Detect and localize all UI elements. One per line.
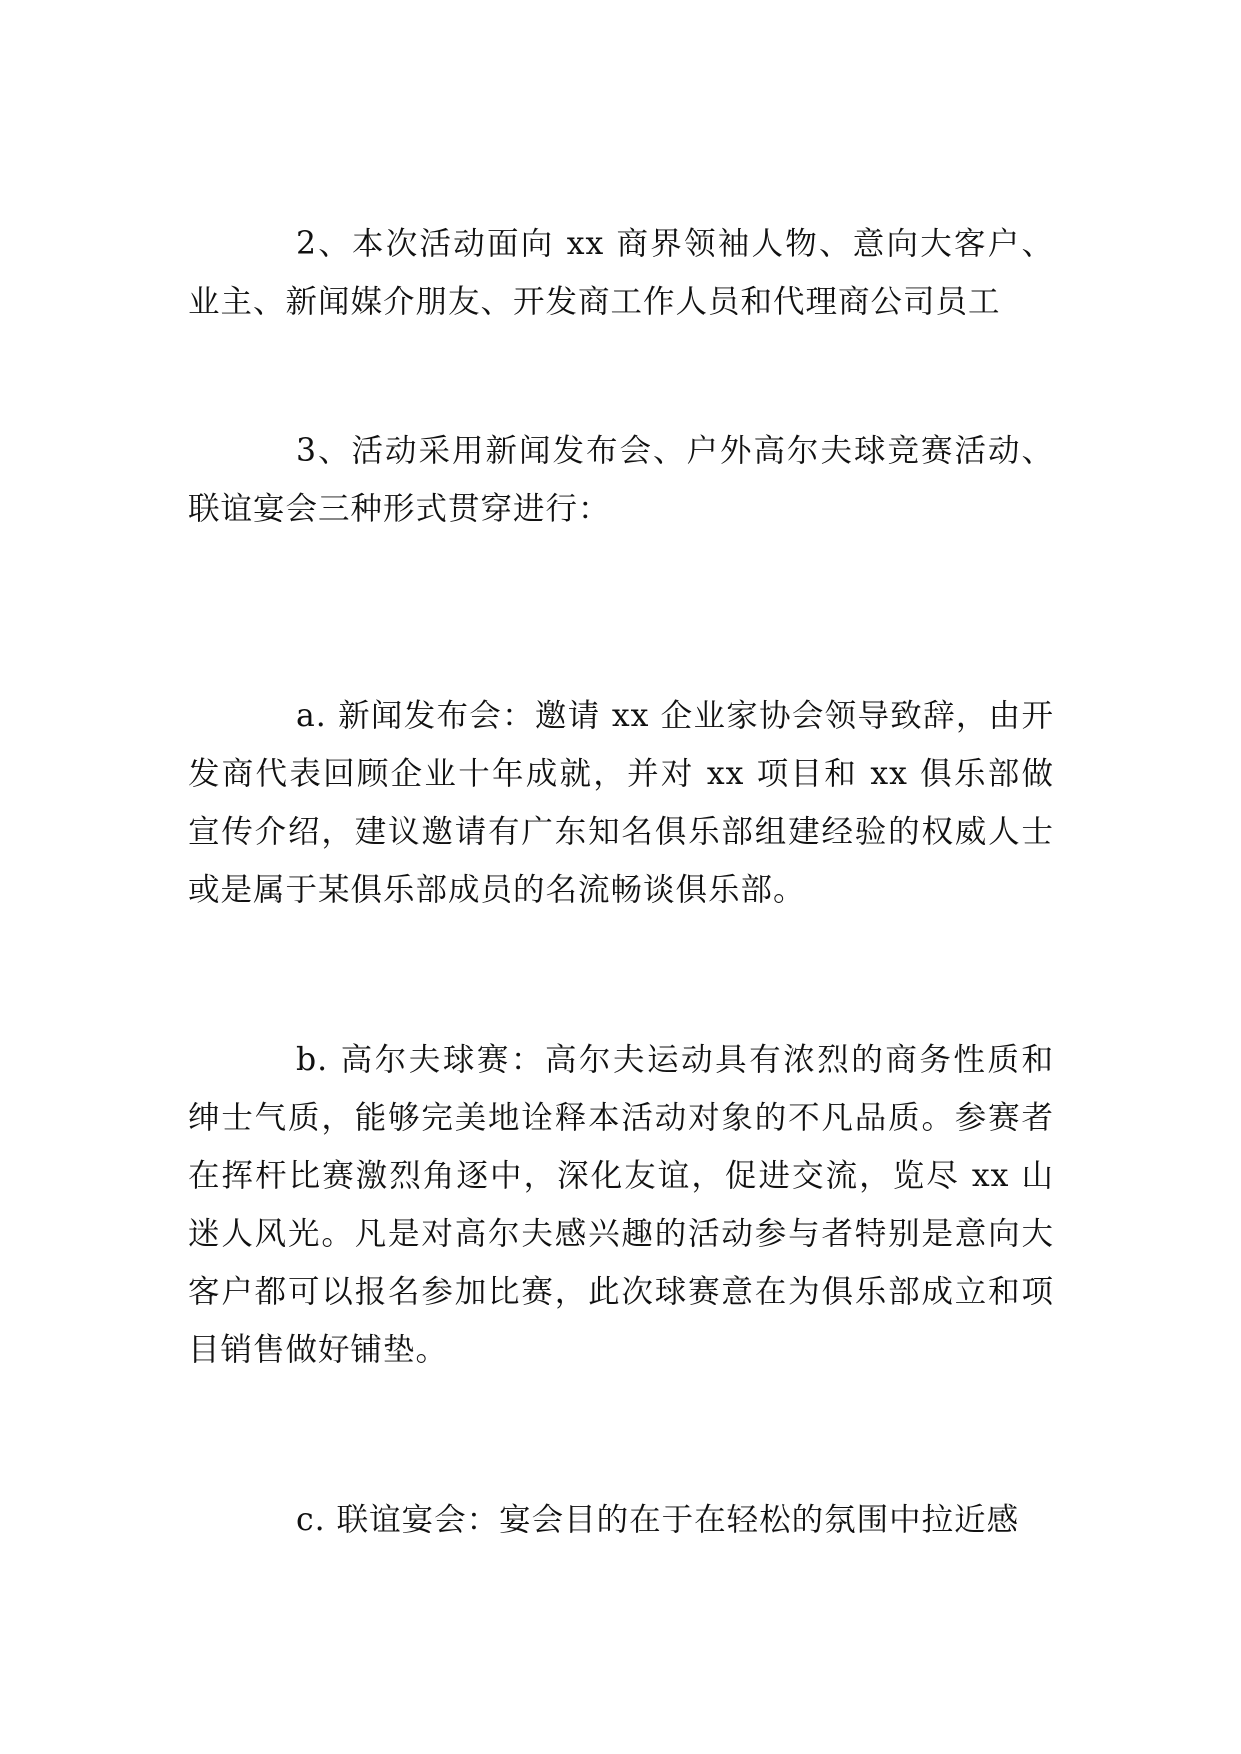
paragraph-press-conference: a. 新闻发布会：邀请 xx 企业家协会领导致辞，由开发商代表回顾企业十年成就，并对 xx 项目和 xx 俱乐部做宣传介绍，建议邀请有广东知名俱乐部组建经验的权威人士或是属于某俱乐部成员的名流畅谈俱乐部。 <box>188 698 1054 908</box>
paragraph-banquet: c. 联谊宴会：宴会目的在于在轻松的氛围中拉近感 <box>296 1502 1020 1538</box>
paragraph-golf-tournament: b. 高尔夫球赛：高尔夫运动具有浓烈的商务性质和绅士气质，能够完美地诠释本活动对象的不凡品质。参赛者在挥杆比赛激烈角逐中，深化友谊，促进交流，览尽 xx 山迷人风光。凡是对高尔夫感兴趣的活动参与者特别是意向大客户都可以报名参加比赛，此次球赛意在为俱乐部成立和项目销售做好铺垫。 <box>188 1042 1054 1368</box>
paragraph-activity-forms: 3、活动采用新闻发布会、户外高尔夫球竞赛活动、联谊宴会三种形式贯穿进行： <box>188 433 1054 527</box>
paragraph-audience: 2、本次活动面向 xx 商界领袖人物、意向大客户、业主、新闻媒介朋友、开发商工作人员和代理商公司员工 <box>188 226 1054 320</box>
